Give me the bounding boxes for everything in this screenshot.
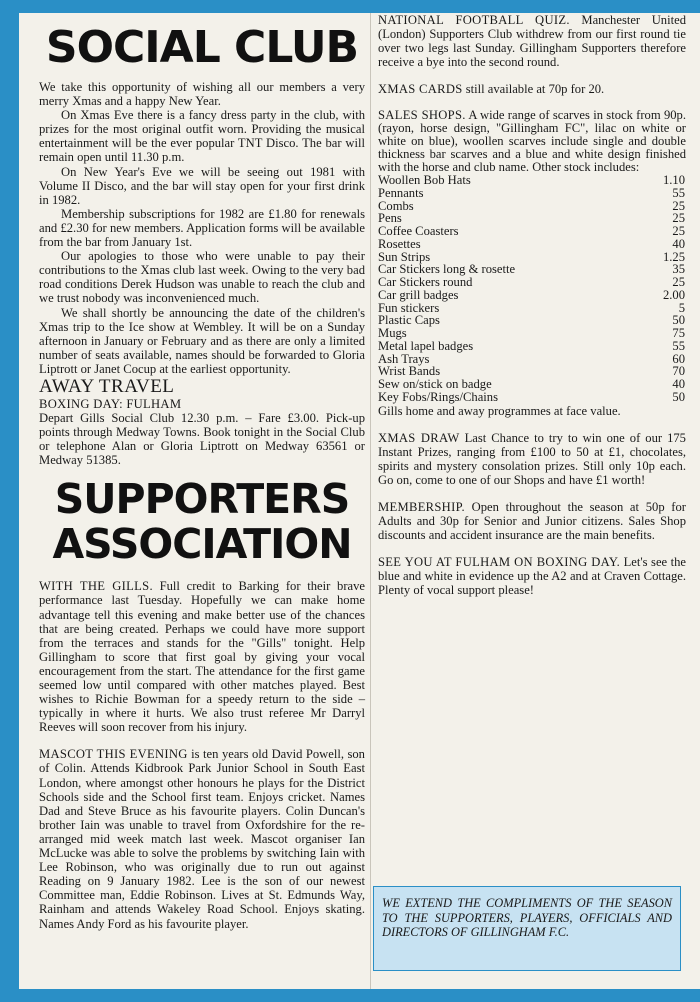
mascot-lead: MASCOT THIS EVENING — [39, 747, 188, 762]
compliments-box — [373, 886, 681, 971]
stock-item — [378, 289, 686, 302]
stock-item-name: Wrist Bands — [378, 364, 441, 379]
xmas-draw-lead: XMAS DRAW — [378, 430, 460, 445]
stock-item-price: 50 — [672, 389, 685, 404]
column-divider — [370, 13, 371, 989]
stock-item-price: 5 — [678, 300, 685, 315]
social-club-paragraph: Our apologies to those who were unable to pay their contributions to the Xmas club last week. Owing to the very bad road conditions Derek Hudson was unable to reach the club and we trust nobody was inconvenienced much. — [39, 249, 365, 306]
stock-item-name: Ash Trays — [378, 351, 430, 366]
stock-item-price: 40 — [672, 236, 685, 251]
mascot-paragraph — [39, 747, 365, 930]
stock-item — [378, 200, 686, 213]
stock-item — [378, 314, 686, 327]
stock-item-price: 40 — [672, 377, 685, 391]
stock-item — [378, 340, 686, 353]
sales-shops-lead: SALES SHOPS. — [378, 108, 466, 123]
stock-item-name: Metal lapel badges — [378, 338, 474, 353]
supporters-heading — [39, 477, 365, 567]
xmas-cards-text: still available at 70p for 20. — [462, 82, 605, 97]
supporters-heading-line2: ASSOCIATION — [52, 520, 352, 569]
quiz-paragraph — [378, 13, 686, 69]
stock-item-price: 25 — [672, 275, 685, 289]
stock-item-price: 2.00 — [662, 287, 685, 302]
sales-shops-paragraph — [378, 109, 686, 174]
stock-item-name: Pens — [378, 211, 402, 226]
mascot-text: is ten years old David Powell, son of Colin. Attends Kidbrook Park Junior School in South East London, where amongst other honours he plays for the District Schools side and the School first team. Enjoys cricket. Names Dad and Steve Bruce as his favourite players. Colin Duncan's brother Iain was unable to travel from Oxfordshire for the re-arranged mid week match last week. Mascot organiser Ian McLucke was able to solve the problems by switching Iain with Lee Robinson, who was originally due to run out against Reading on 9 January 1982. Lee is the son of our newest Committee man, Eddie Robinson. Lives at St. Edmunds Way, Rainham and attends Wakeley Road School. Enjoys skating. Names Andy Ford as his favourite player. — [39, 747, 365, 931]
quiz-lead: NATIONAL FOOTBALL QUIZ. — [378, 13, 570, 27]
stock-item-price: 1.10 — [662, 173, 685, 187]
stock-item-name: Woollen Bob Hats — [378, 173, 471, 187]
membership-lead: MEMBERSHIP. — [378, 499, 465, 514]
stock-item-price: 25 — [672, 224, 685, 238]
xmas-draw-text: Last Chance to try to win one of our 175 Instant Prizes, ranging from £100 to 50 at £1, chocolates, spirits and mystery consolation prizes. Still only 10p each. Go on, come to one of our Shops and have £1 worth! — [378, 430, 686, 487]
away-travel-heading: AWAY TRAVEL — [39, 375, 175, 397]
programme-page — [19, 13, 700, 989]
with-the-gills-paragraph — [39, 579, 365, 734]
supporters-heading-line1: SUPPORTERS — [54, 475, 350, 524]
social-club-heading: SOCIAL CLUB — [45, 22, 359, 73]
fulham-text: Let's see the blue and white in evidence up the A2 and at Craven Cottage. Plenty of vocal support please! — [378, 555, 686, 598]
membership-text: Open throughout the season at 50p for Adults and 30p for Senior and Junior citizens. Sales Shop discounts and accident insurance are the main benefits. — [378, 499, 686, 543]
social-club-paragraph: We take this opportunity of wishing all our members a very merry Xmas and a happy New Year. — [39, 80, 365, 109]
stock-item-name: Coffee Coasters — [378, 224, 459, 238]
stock-item — [378, 327, 686, 340]
with-the-gills-text: Full credit to Barking for their brave performance last Tuesday. Hopefully we can make home advantage tell this evening and make better use of the chances that are being created. Perhaps we could have more support from the terraces and stands for the "Gills" tonight. Help Gillingham to score that first goal by giving your vocal encouragement from the start. The attendance for the first game seemed low until compared with other matches played. Best wishes to Richie Bowman for a speedy return to the side – typically in where it hurts. We also trust referee Mr Darryl Reeves will soon recover from his injury. — [39, 579, 365, 735]
stock-item-name: Car Stickers round — [378, 275, 473, 289]
social-club-paragraph: Membership subscriptions for 1982 are £1.80 for renewals and £2.30 for new members. Application forms will be available from the bar from January 1st. — [39, 206, 365, 250]
stock-item-name: Sun Strips — [378, 249, 431, 264]
fulham-lead: SEE YOU AT FULHAM ON BOXING DAY. — [378, 555, 621, 570]
membership-paragraph — [378, 500, 686, 542]
stock-item-price: 25 — [672, 211, 685, 226]
stock-item-name: Car Stickers long & rosette — [378, 262, 516, 277]
social-club-paragraph: On Xmas Eve there is a fancy dress party in the club, with prizes for the most original outfit worn. Providing the musical entertainment will be the ever popular TNT Disco. The bar will remain open until 11.30 p.m. — [39, 108, 365, 165]
compliments-text: WE EXTEND THE COMPLIMENTS OF THE SEASON TO THE SUPPORTERS, PLAYERS, OFFICIALS AND DIRECTORS OF GILLINGHAM F.C. — [382, 896, 672, 939]
stock-item-name: Mugs — [378, 326, 407, 340]
stock-item-price: 25 — [672, 198, 685, 213]
stock-item-name: Pennants — [378, 185, 424, 200]
with-the-gills-lead: WITH THE GILLS. — [39, 579, 153, 594]
stock-item-price: 55 — [672, 338, 685, 353]
stock-item-price: 75 — [672, 326, 685, 340]
stock-item-price: 35 — [672, 262, 685, 277]
programmes-note: Gills home and away programmes at face value. — [378, 403, 621, 418]
stock-item — [378, 174, 686, 187]
stock-item-name: Plastic Caps — [378, 313, 440, 328]
stock-item — [378, 225, 686, 238]
stock-item-price: 70 — [672, 364, 685, 379]
stock-item-price: 50 — [672, 313, 685, 328]
quiz-text: Manchester United (London) Supporters Club withdrew from our first round tie over two legs last Sunday. Gillingham Supporters therefore receive a bye into the second round. — [378, 13, 686, 70]
stock-item — [378, 238, 686, 251]
stock-item-name: Key Fobs/Rings/Chains — [378, 389, 499, 404]
stock-item — [378, 187, 686, 200]
stock-item — [378, 276, 686, 289]
social-club-paragraph: On New Year's Eve we will be seeing out 1981 with Volume II Disco, and the bar will stay open for your first drink in 1982. — [39, 164, 365, 207]
xmas-cards-lead: XMAS CARDS — [378, 82, 463, 97]
away-travel-subheading: BOXING DAY: FULHAM — [39, 396, 182, 411]
stock-item-price: 60 — [672, 351, 685, 366]
stock-price-list — [378, 174, 686, 404]
stock-item-name: Rosettes — [378, 236, 421, 251]
stock-item-price: 1.25 — [662, 249, 685, 264]
xmas-draw-paragraph — [378, 431, 686, 487]
right-column — [378, 13, 686, 598]
stock-item-name: Fun stickers — [378, 300, 440, 315]
xmas-cards-paragraph — [378, 82, 686, 96]
stock-item-price: 55 — [672, 185, 685, 200]
social-club-paragraph: We shall shortly be announcing the date of the children's Xmas trip to the Ice show at Wembley. It will be on a Sunday afternoon in January or February and as there are only a limited number of seats available, names should be forwarded to Gloria Liptrott or Janet Cocup at the earliest opportunity. — [39, 305, 365, 376]
sales-shops-text: A wide range of scarves in stock from 90p. (rayon, horse design, "Gillingham FC", lilac on white or white on blue), woollen scarves include single and double thickness bar scarves and a blue and white design finished with the horse and club name. Other stock includes: — [378, 108, 686, 175]
stock-item — [378, 378, 686, 391]
away-travel-text: Depart Gills Social Club 12.30 p.m. – Fare £3.00. Pick-up points through Medway Towns. Book tonight in the Social Club or telephone Alan or Gloria Liptrott on Medway 63561 or Medway 51385. — [39, 410, 365, 468]
fulham-paragraph — [378, 555, 686, 597]
stock-item-name: Combs — [378, 198, 414, 213]
stock-item-name: Sew on/stick on badge — [378, 377, 492, 391]
stock-item-name: Car grill badges — [378, 287, 459, 302]
stock-item — [378, 391, 686, 404]
left-column — [39, 13, 365, 931]
